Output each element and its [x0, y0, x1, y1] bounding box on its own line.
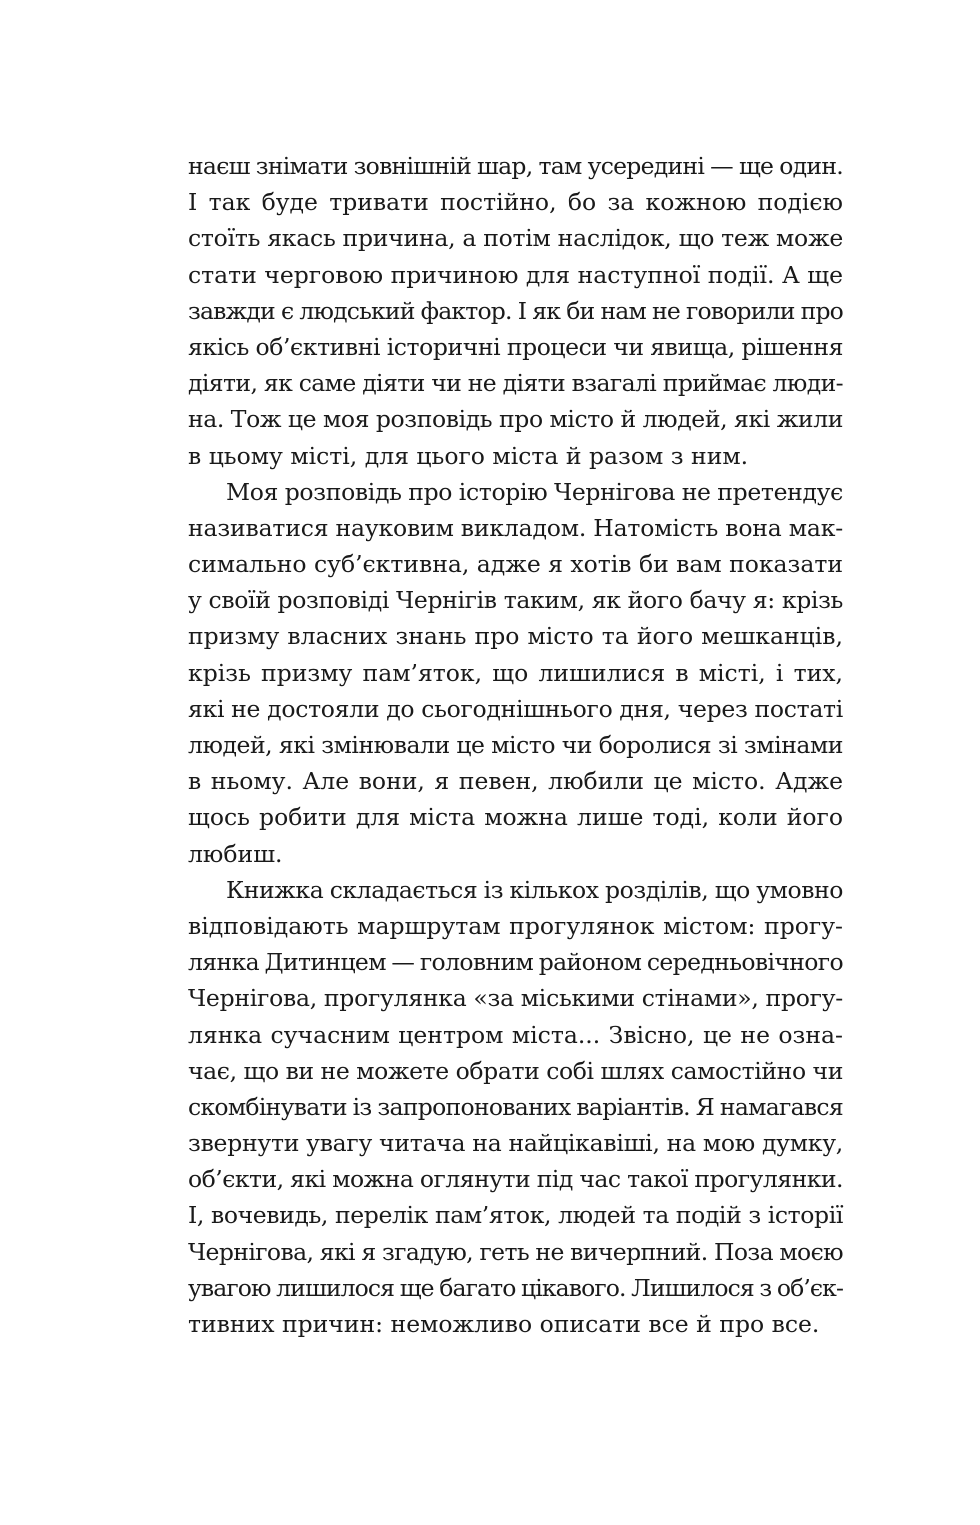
- text-line: І так буде тривати постійно, бо за кожною подією: [188, 188, 843, 217]
- text-line: тивних причин: неможливо описати все й про все.: [188, 1310, 820, 1338]
- text-line: крізь призму пам’яток, що лишилися в місті, і тих,: [188, 658, 843, 687]
- text-line: об’єкти, які можна оглянути під час такої прогулянки.: [188, 1165, 843, 1194]
- text-line: І, вочевидь, перелік пам’яток, людей та подій з історії: [188, 1201, 843, 1230]
- text-line: лянка Дитинцем — головним районом середньовічного: [188, 948, 843, 977]
- text-line: якісь об’єктивні історичні процеси чи явища, рішення: [188, 332, 843, 361]
- paragraph: [188, 474, 843, 872]
- text-line: Книжка складається із кількох розділів, що умовно: [226, 875, 843, 904]
- page-text: [188, 148, 843, 1342]
- text-line: симально суб’єктивна, адже я хотів би вам показати: [188, 550, 843, 579]
- text-line: чає, що ви не можете обрати собі шлях самостійно чи: [188, 1056, 843, 1085]
- text-line: у своїй розповіді Чернігів таким, як його бачу я: крізь: [188, 586, 843, 615]
- text-line: призму власних знань про місто та його мешканців,: [188, 622, 843, 651]
- text-line: Чернігова, які я згадую, геть не вичерпний. Поза моєю: [188, 1237, 843, 1266]
- text-line: любиш.: [188, 839, 283, 868]
- text-line: людей, які змінювали це місто чи боролися зі змінами: [188, 731, 843, 759]
- text-line: в цьому місті, для цього міста й разом з ним.: [188, 441, 749, 470]
- text-line: на. Тож це моя розповідь про місто й людей, які жили: [188, 405, 843, 434]
- text-line: завжди є людський фактор. І як би нам не говорили про: [188, 296, 843, 325]
- text-line: Чернігова, прогулянка «за міськими стінами», прогу-: [188, 984, 843, 1013]
- paragraph: [188, 872, 843, 1342]
- text-line: в ньому. Але вони, я певен, любили це місто. Адже: [188, 767, 843, 796]
- text-line: які не достояли до сьогоднішнього дня, через постаті: [188, 694, 843, 723]
- text-line: діяти, як саме діяти чи не діяти взагалі приймає люди-: [188, 369, 843, 398]
- text-line: лянка сучасним центром міста... Звісно, це не озна-: [188, 1020, 843, 1049]
- text-line: стоїть якась причина, а потім наслідок, що теж може: [188, 224, 843, 253]
- text-line: звернути увагу читача на найцікавіші, на мою думку,: [188, 1129, 843, 1158]
- text-line: скомбінувати із запропонованих варіантів. Я намагався: [188, 1092, 843, 1121]
- text-line: увагою лишилося ще багато цікавого. Лишилося з об’єк-: [188, 1273, 843, 1302]
- text-line: відповідають маршрутам прогулянок містом: прогу-: [188, 911, 843, 940]
- text-line: щось робити для міста можна лише тоді, коли його: [188, 803, 843, 832]
- text-line: називатися науковим викладом. Натомість вона мак-: [188, 513, 843, 542]
- paragraph: [188, 148, 843, 474]
- text-line: наєш знімати зовнішній шар, там усередині — ще один.: [188, 152, 843, 180]
- text-line: стати черговою причиною для наступної події. А ще: [188, 260, 843, 289]
- text-line: Моя розповідь про історію Чернігова не претендує: [226, 477, 843, 506]
